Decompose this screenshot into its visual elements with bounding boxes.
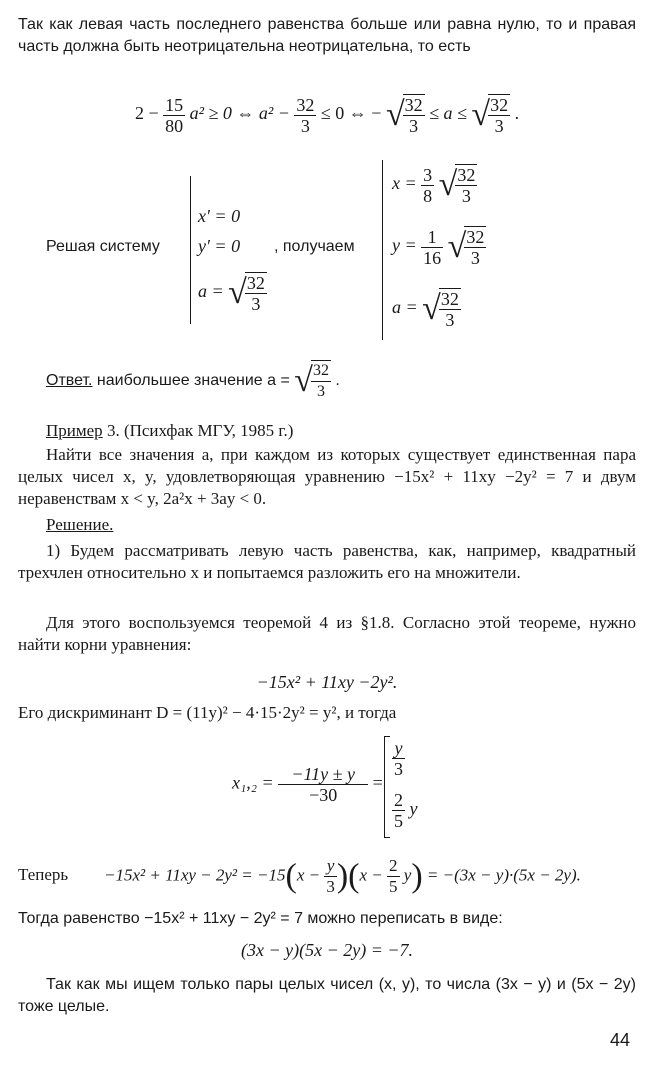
- eq1-fraction-1: $\frac{15}{80}$: [165, 94, 184, 136]
- answer-label: Ответ.: [46, 372, 93, 390]
- equation-quadratic: −15x² + 11xy −2y².: [256, 672, 398, 692]
- example-label: Пример: [46, 421, 103, 440]
- page-number: 44: [610, 1030, 631, 1050]
- eq1-part-a: 2 −: [134, 103, 159, 124]
- equation-product: (3x − y)(5x − 2y) = −7.: [240, 940, 414, 960]
- answer-text: наибольшее значение a =: [96, 372, 290, 390]
- system-2-line-3: a = √ $\frac{32}{3}$: [392, 289, 459, 330]
- eq1-fraction-2: $\frac{32}{3}$: [296, 94, 315, 136]
- eq1-part-c: ≤ 0 ⇔ −: [320, 103, 382, 124]
- rewrite-line: Тогда равенство −15x² + 11xy − 2y² = 7 можно переписать в виде:: [18, 910, 503, 927]
- system-1-line-2: y′ = 0: [198, 236, 241, 256]
- root-1: $\frac{y}{3}$: [394, 738, 403, 779]
- roots-bracket: [384, 736, 390, 838]
- eq1-part-d: ≤ a ≤: [429, 103, 467, 124]
- equation-roots: x₁,₂ = $\frac{-11y \pm y}{-30}$ =: [232, 764, 383, 805]
- eq1-sqrt-2: √ $\frac{32}{3}$: [471, 95, 509, 136]
- system-2-line-1: x = $\frac{3}{8}$ √ $\frac{32}{3}$: [392, 164, 476, 206]
- solution-step-1: 1) Будем рассматривать левую часть равенства, как, например, квадратный трехчлен относительно x и попытаемся разложить его на множители.: [18, 541, 636, 582]
- solve-label: Решая систему: [46, 238, 160, 255]
- equation-factorization: −15x² + 11xy − 2y² = −15(x − $\frac{y}{3}$ )(x − $\frac{2}{5}$ y) = −(3x − y)·(5x − 2y).: [104, 856, 581, 896]
- solve-middle-text: , получаем: [274, 238, 355, 255]
- theorem-reference: Для этого воспользуемся теоремой 4 из §1.8. Согласно этой теореме, нужно найти корни уравнения:: [18, 613, 636, 654]
- system-1-brace: [190, 176, 191, 324]
- eq1-sqrt-1: √ $\frac{32}{3}$: [385, 95, 423, 136]
- paragraph-intro: Так как левая часть последнего равенства больше или равна нулю, то и правая часть должна быть неотрицательна неотрицательна, то есть: [18, 16, 636, 55]
- root-2: $\frac{2}{5}$ y: [394, 790, 418, 831]
- system-2-line-2: y = $\frac{1}{16}$ √ $\frac{32}{3}$: [392, 226, 485, 268]
- eq1-part-b: a² ≥ 0 ⇔ a² −: [189, 103, 290, 124]
- equation-inequality: 2 − $\frac{15}{80}$ a² ≥ 0 ⇔ a² − $\frac{32}{3}$ ≤ 0 ⇔ − √ $\frac{32}{3}$ ≤ a ≤ √ $\frac{32}{3}$ .: [134, 94, 520, 136]
- system-2-brace: [382, 160, 383, 340]
- discriminant-line: Его дискриминант D = (11y)² − 4·15·2y² = y², и тогда: [18, 703, 397, 722]
- integer-conclusion: Так как мы ищем только пары целых чисел (x, y), то числа (3x − y) и (5x − 2y) тоже целые.: [18, 976, 636, 1015]
- example-heading: [46, 420, 293, 442]
- solution-label: Решение.: [46, 515, 114, 534]
- system-1-line-3: a = √ $\frac{32}{3}$: [198, 273, 265, 314]
- system-1-line-1: x′ = 0: [198, 206, 241, 226]
- answer-line: Ответ. наибольшее значение a = √ $\frac{32}{3}$ .: [46, 362, 340, 400]
- example-source: 3. (Психфак МГУ, 1985 г.): [106, 421, 294, 440]
- problem-statement: Найти все значения a, при каждом из которых существует единственная пара целых чисел x, y, удовлетворяющая уравнению −15x² + 11xy −2y² = 7 и двум неравенствам x < y, 2a²x + 3ay < 0.: [18, 445, 636, 508]
- factorization-label: Теперь: [18, 865, 69, 884]
- answer-sqrt: √ $\frac{32}{3}$: [294, 362, 329, 400]
